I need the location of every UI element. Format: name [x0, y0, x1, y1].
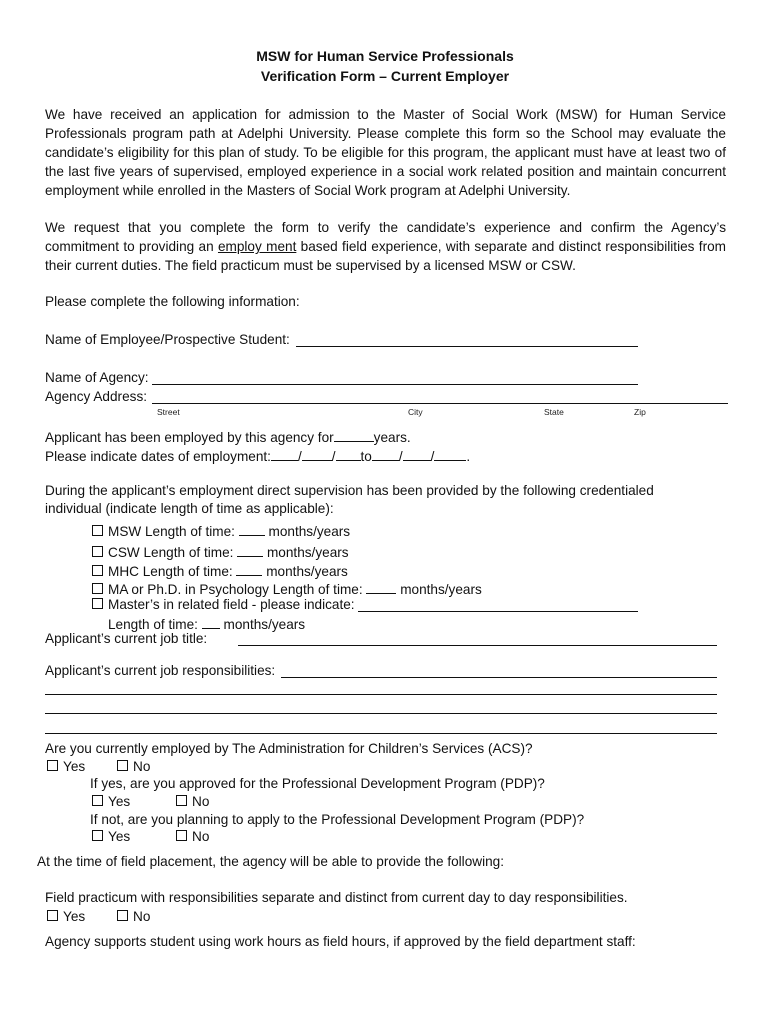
acs-yes-option[interactable]: Yes — [47, 759, 85, 774]
pdp-planning-yes-checkbox[interactable] — [92, 830, 103, 841]
practicum-yes-option[interactable]: Yes — [47, 909, 85, 924]
mhc-option-row: MHC Length of time: months/years — [92, 561, 348, 579]
placement-intro: At the time of field placement, the agency will be able to provide the following: — [37, 854, 504, 869]
acs-yes-checkbox[interactable] — [47, 760, 58, 771]
employment-underlined-text: employ ment — [217, 239, 297, 254]
address-city-caption: City — [408, 407, 423, 417]
instruction-text: Please complete the following information: — [45, 294, 300, 309]
job-responsibilities-line-3[interactable] — [45, 713, 717, 714]
pdp-approved-question: If yes, are you approved for the Professional Development Program (PDP)? — [90, 776, 545, 791]
job-responsibilities-line-2[interactable] — [45, 694, 717, 695]
work-hours-statement: Agency supports student using work hours as field hours, if approved by the field department staff: — [45, 934, 636, 949]
address-street-caption: Street — [157, 407, 180, 417]
employment-years-field[interactable] — [334, 427, 374, 442]
agency-name-label: Name of Agency: — [45, 370, 149, 385]
job-responsibilities-line-4[interactable] — [45, 733, 717, 734]
intro-paragraph-1: We have received an application for admission to the Master of Social Work (MSW) for Human Service Professionals program path at Adelphi University. Please complete this form so the School may evaluate the candidate’s eligibility for this plan of study. To be eligible for this program, the applicant must have at least two of the last five years of supervised, employed experience in a social work related position and maintain concurrent employment while enrolled in the Masters of Social Work program at Adelphi University. — [45, 107, 726, 198]
end-year-field[interactable] — [434, 446, 466, 461]
ma-phd-option-row: MA or Ph.D. in Psychology Length of time: months/years — [92, 579, 482, 597]
pdp-planning-yes-option[interactable]: Yes — [92, 829, 130, 844]
supervision-intro-line2: individual (indicate length of time as applicable): — [45, 501, 334, 516]
masters-length-row: Length of time: months/years — [108, 614, 305, 632]
pdp-planning-no-option[interactable]: No — [176, 829, 209, 844]
start-month-field[interactable] — [271, 446, 298, 461]
intro-paragraph-2: We request that you complete the form to verify the candidate’s experience and confirm the Agency’s commitment to providing an employ ment based field experience, with separate and distinct responsibilities from their current duties. The field practicum must be supervised by a licensed MSW or CSW. — [45, 220, 726, 273]
acs-no-checkbox[interactable] — [117, 760, 128, 771]
masters-option-row: Master’s in related field - please indicate: — [92, 597, 355, 612]
job-responsibilities-label: Applicant’s current job responsibilities: — [45, 663, 276, 678]
agency-name-field[interactable] — [152, 384, 638, 385]
masters-length-field[interactable] — [202, 614, 220, 629]
practicum-yes-checkbox[interactable] — [47, 910, 58, 921]
practicum-statement: Field practicum with responsibilities separate and distinct from current day to day responsibilities. — [45, 890, 628, 905]
mhc-checkbox[interactable] — [92, 565, 103, 576]
end-month-field[interactable] — [372, 446, 399, 461]
csw-checkbox[interactable] — [92, 546, 103, 557]
pdp-approved-yes-checkbox[interactable] — [92, 795, 103, 806]
start-day-field[interactable] — [302, 446, 332, 461]
agency-address-field[interactable] — [152, 403, 728, 404]
pdp-approved-no-option[interactable]: No — [176, 794, 209, 809]
pdp-approved-no-checkbox[interactable] — [176, 795, 187, 806]
practicum-no-checkbox[interactable] — [117, 910, 128, 921]
ma-phd-length-field[interactable] — [366, 579, 396, 594]
address-state-caption: State — [544, 407, 564, 417]
employee-name-field[interactable] — [296, 346, 638, 347]
acs-question: Are you currently employed by The Administration for Children’s Services (ACS)? — [45, 741, 533, 756]
job-title-label: Applicant’s current job title: — [45, 631, 208, 646]
employment-duration-row: Applicant has been employed by this agency for years. — [45, 427, 411, 445]
form-title: MSW for Human Service Professionals — [256, 48, 514, 64]
ma-phd-checkbox[interactable] — [92, 583, 103, 594]
job-responsibilities-field[interactable] — [281, 677, 717, 678]
csw-option-row: CSW Length of time: months/years — [92, 542, 349, 560]
employee-name-label: Name of Employee/Prospective Student: — [45, 332, 290, 347]
agency-address-label: Agency Address: — [45, 389, 148, 404]
csw-length-field[interactable] — [237, 542, 263, 557]
msw-length-field[interactable] — [239, 521, 265, 536]
acs-no-option[interactable]: No — [117, 759, 150, 774]
masters-field-input[interactable] — [358, 611, 638, 612]
pdp-planning-question: If not, are you planning to apply to the Professional Development Program (PDP)? — [90, 812, 585, 827]
end-day-field[interactable] — [403, 446, 431, 461]
msw-checkbox[interactable] — [92, 525, 103, 536]
employment-dates-row: Please indicate dates of employment: / / to / / . — [45, 446, 470, 464]
practicum-no-option[interactable]: No — [117, 909, 150, 924]
masters-checkbox[interactable] — [92, 598, 103, 609]
form-subtitle: Verification Form – Current Employer — [260, 68, 510, 84]
pdp-approved-yes-option[interactable]: Yes — [92, 794, 130, 809]
job-title-field[interactable] — [238, 645, 717, 646]
mhc-length-field[interactable] — [236, 561, 262, 576]
start-year-field[interactable] — [336, 446, 361, 461]
pdp-planning-no-checkbox[interactable] — [176, 830, 187, 841]
address-zip-caption: Zip — [634, 407, 646, 417]
supervision-intro-line1: During the applicant’s employment direct supervision has been provided by the following credentialed — [45, 483, 654, 498]
msw-option-row: MSW Length of time: months/years — [92, 521, 350, 539]
